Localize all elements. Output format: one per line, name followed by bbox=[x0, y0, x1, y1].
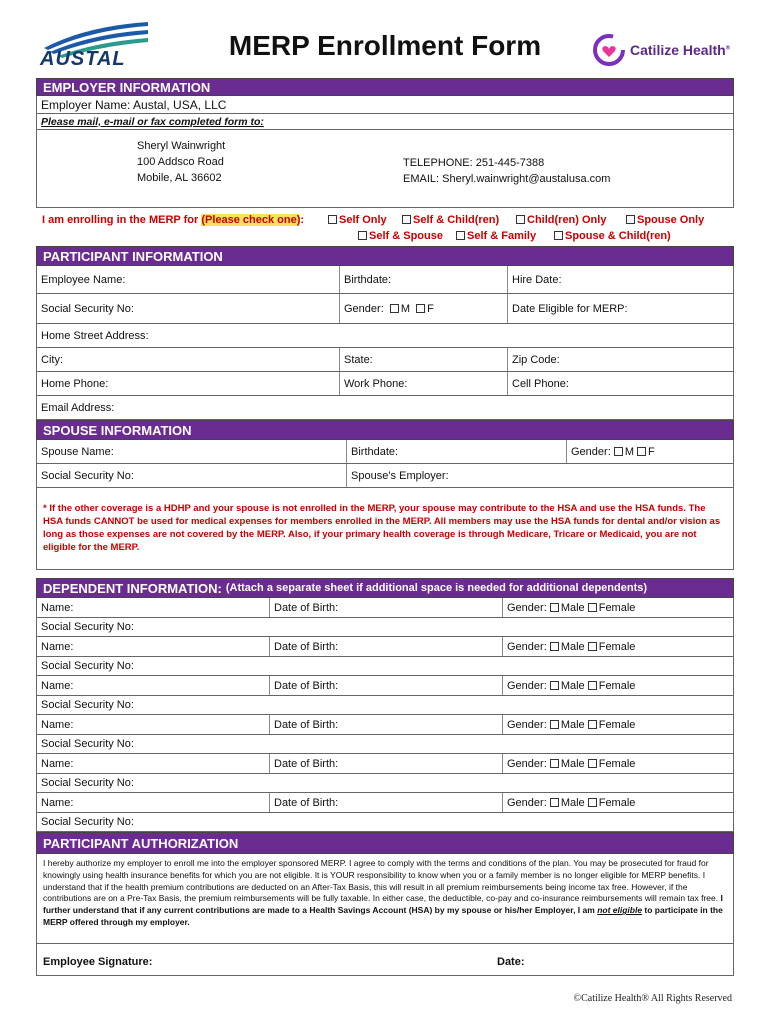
spouse-gender-field: Gender: M F bbox=[571, 445, 655, 458]
option-self-spouse[interactable]: Self & Spouse bbox=[358, 230, 443, 242]
option-children-only[interactable]: Child(ren) Only bbox=[516, 214, 606, 226]
checkbox[interactable] bbox=[456, 231, 465, 240]
dependent-dob-field[interactable]: Date of Birth: bbox=[270, 676, 503, 695]
dependent-name-field[interactable]: Name: bbox=[37, 637, 270, 656]
spouse-row bbox=[36, 464, 734, 488]
state-field[interactable]: State: bbox=[340, 348, 508, 371]
dependent-male-checkbox[interactable] bbox=[550, 720, 559, 729]
checkbox[interactable] bbox=[626, 215, 635, 224]
dependent-name-field[interactable]: Name: bbox=[37, 793, 270, 812]
dependent-male-checkbox[interactable] bbox=[550, 681, 559, 690]
authorization-text: I hereby authorize my employer to enroll me into the employer sponsored MERP. I agree to comply with the terms and conditions of the plan. You may be prosecuted for fraud for knowingly using health insurance benefits for which you are not eligible. It is YOUR responsibility to know when you or a family member is no longer eligible for MERP benefits. I understand that if the health premium contributions are deducted on an After-Tax Basis, this will result in all premium reimbursements being income tax free. However, if the contributions are on a Pre-Tax Basis, the premium reimbursements will be fully taxable. In either case, the deductible, co-pay and co-insurance reimbursements will remain tax free. I further understand that if any current contributions are made to a Health Savings Account (HSA) by my spouse or his/her Employer, I am not eligible to participate in the MERP offered through my employer. bbox=[36, 854, 734, 944]
dependent-female-checkbox[interactable] bbox=[588, 759, 597, 768]
checkbox[interactable] bbox=[328, 215, 337, 224]
cell-phone-field[interactable]: Cell Phone: bbox=[512, 377, 569, 390]
participant-row bbox=[36, 396, 734, 420]
enrollment-label: I am enrolling in the MERP for (Please check one): bbox=[42, 214, 305, 226]
dependent-gender-field: Gender: Male Female bbox=[507, 601, 636, 614]
dependent-female-checkbox[interactable] bbox=[588, 798, 597, 807]
home-phone-field[interactable]: Home Phone: bbox=[37, 372, 340, 395]
dependent-entry bbox=[36, 676, 734, 715]
date-eligible-field[interactable]: Date Eligible for MERP: bbox=[512, 302, 628, 315]
austal-logo-text: AUSTAL bbox=[40, 48, 126, 70]
employer-address bbox=[137, 138, 225, 186]
form-header bbox=[36, 0, 734, 78]
employee-name-field[interactable]: Employee Name: bbox=[37, 266, 340, 293]
hire-date-field[interactable]: Hire Date: bbox=[512, 273, 562, 286]
dependent-ssn-field[interactable]: Social Security No: bbox=[41, 777, 134, 789]
option-self-family[interactable]: Self & Family bbox=[456, 230, 536, 242]
dependent-gender-field: Gender: Male Female bbox=[507, 796, 636, 809]
dependent-female-checkbox[interactable] bbox=[588, 603, 597, 612]
dependent-ssn-field[interactable]: Social Security No: bbox=[41, 699, 134, 711]
participant-row bbox=[36, 294, 734, 324]
dependent-dob-field[interactable]: Date of Birth: bbox=[270, 598, 503, 617]
dependent-male-checkbox[interactable] bbox=[550, 603, 559, 612]
authorization-section-header: PARTICIPANT AUTHORIZATION bbox=[36, 832, 734, 854]
catilize-logo-text: Catilize Health® bbox=[630, 42, 731, 58]
employee-signature-field[interactable]: Employee Signature: bbox=[43, 956, 153, 968]
hsa-note: * If the other coverage is a HDHP and your spouse is not enrolled in the MERP, your spouse may contribute to the HSA and use the HSA funds. The HSA funds CANNOT be used for medical expenses for members enrolled in the MERP. All members may use the HSA funds for dental and/or vision as long as those expenses are not covered by the MERP. Also, if your primary health coverage is through Medicare, Tricare or Medicaid, you are not eligible for the MERP. bbox=[36, 488, 734, 570]
gender-m-checkbox[interactable] bbox=[390, 304, 399, 313]
dependent-gender-field: Gender: Male Female bbox=[507, 679, 636, 692]
dependent-ssn-field[interactable]: Social Security No: bbox=[41, 621, 134, 633]
checkbox[interactable] bbox=[554, 231, 563, 240]
city-field[interactable]: City: bbox=[37, 348, 340, 371]
dependent-gender-field: Gender: Male Female bbox=[507, 718, 636, 731]
dependent-male-checkbox[interactable] bbox=[550, 642, 559, 651]
spouse-name-field[interactable]: Spouse Name: bbox=[37, 440, 347, 463]
dependent-entry bbox=[36, 637, 734, 676]
spouse-employer-field[interactable]: Spouse’s Employer: bbox=[351, 469, 449, 482]
dependent-name-field[interactable]: Name: bbox=[37, 598, 270, 617]
gender-f-checkbox[interactable] bbox=[416, 304, 425, 313]
address-line: 100 Addsco Road bbox=[137, 156, 224, 168]
dependent-female-checkbox[interactable] bbox=[588, 720, 597, 729]
dependent-dob-field[interactable]: Date of Birth: bbox=[270, 637, 503, 656]
option-self-children[interactable]: Self & Child(ren) bbox=[402, 214, 499, 226]
employer-section-header: EMPLOYER INFORMATION bbox=[36, 78, 734, 96]
mail-instruction-row bbox=[36, 114, 734, 130]
option-spouse-only[interactable]: Spouse Only bbox=[626, 214, 704, 226]
dependent-female-checkbox[interactable] bbox=[588, 681, 597, 690]
spouse-section-header: SPOUSE INFORMATION bbox=[36, 420, 734, 440]
dependent-name-field[interactable]: Name: bbox=[37, 715, 270, 734]
employer-name-row bbox=[36, 96, 734, 114]
birthdate-field[interactable]: Birthdate: bbox=[340, 266, 508, 293]
option-spouse-children[interactable]: Spouse & Child(ren) bbox=[554, 230, 671, 242]
participant-row bbox=[36, 324, 734, 348]
dependent-ssn-field[interactable]: Social Security No: bbox=[41, 660, 134, 672]
employer-contact-block bbox=[36, 130, 734, 208]
dependent-gender-field: Gender: Male Female bbox=[507, 640, 636, 653]
spouse-gender-f-checkbox[interactable] bbox=[637, 447, 646, 456]
dependent-ssn-field[interactable]: Social Security No: bbox=[41, 738, 134, 750]
checkbox[interactable] bbox=[402, 215, 411, 224]
participant-row bbox=[36, 372, 734, 396]
dependent-male-checkbox[interactable] bbox=[550, 759, 559, 768]
dependent-name-field[interactable]: Name: bbox=[37, 676, 270, 695]
participant-row bbox=[36, 348, 734, 372]
gender-field: Gender: M F bbox=[340, 294, 508, 323]
participant-row bbox=[36, 266, 734, 294]
spouse-gender-m-checkbox[interactable] bbox=[614, 447, 623, 456]
dependent-entry bbox=[36, 754, 734, 793]
mail-instruction: Please mail, e-mail or fax completed form to: bbox=[41, 115, 264, 128]
enrollment-options bbox=[36, 208, 734, 244]
spouse-row bbox=[36, 440, 734, 464]
email-field[interactable]: Email Address: bbox=[41, 401, 115, 414]
employer-email: EMAIL: Sheryl.wainwright@austalusa.com bbox=[403, 173, 611, 185]
page-title: MERP Enrollment Form bbox=[228, 30, 542, 61]
dependent-dob-field[interactable]: Date of Birth: bbox=[270, 793, 503, 812]
dependent-section-header: DEPENDENT INFORMATION: (Attach a separate sheet if additional space is needed for additional dependents) bbox=[36, 578, 734, 598]
dependent-dob-field[interactable]: Date of Birth: bbox=[270, 754, 503, 773]
zip-field[interactable]: Zip Code: bbox=[512, 353, 560, 366]
home-street-field[interactable]: Home Street Address: bbox=[41, 329, 149, 342]
checkbox[interactable] bbox=[358, 231, 367, 240]
employer-name: Employer Name: Austal, USA, LLC bbox=[41, 97, 227, 112]
dependent-ssn-field[interactable]: Social Security No: bbox=[41, 816, 134, 828]
signature-date-field[interactable]: Date: bbox=[497, 956, 525, 968]
dependent-name-field[interactable]: Name: bbox=[37, 754, 270, 773]
catilize-logo bbox=[592, 30, 734, 70]
copyright-footer: ©Catilize Health® All Rights Reserved bbox=[573, 993, 732, 1004]
enrollment-form-page bbox=[36, 0, 734, 976]
checkbox[interactable] bbox=[516, 215, 525, 224]
dependent-gender-field: Gender: Male Female bbox=[507, 757, 636, 770]
address-line: Mobile, AL 36602 bbox=[137, 172, 222, 184]
dependent-male-checkbox[interactable] bbox=[550, 798, 559, 807]
dependent-female-checkbox[interactable] bbox=[588, 642, 597, 651]
dependent-dob-field[interactable]: Date of Birth: bbox=[270, 715, 503, 734]
dependent-entry bbox=[36, 793, 734, 832]
signature-row bbox=[36, 944, 734, 976]
employer-contact bbox=[403, 155, 610, 187]
participant-section-header: PARTICIPANT INFORMATION bbox=[36, 246, 734, 266]
ssn-field[interactable]: Social Security No: bbox=[37, 294, 340, 323]
dependent-entry bbox=[36, 715, 734, 754]
dependents-list bbox=[36, 598, 734, 832]
spouse-ssn-field[interactable]: Social Security No: bbox=[37, 464, 347, 487]
dependent-entry bbox=[36, 598, 734, 637]
address-line: Sheryl Wainwright bbox=[137, 140, 226, 152]
work-phone-field[interactable]: Work Phone: bbox=[340, 372, 508, 395]
catilize-heart-icon bbox=[592, 33, 626, 67]
employer-telephone: TELEPHONE: 251-445-7388 bbox=[403, 157, 545, 169]
option-self-only[interactable]: Self Only bbox=[328, 214, 387, 226]
spouse-birthdate-field[interactable]: Birthdate: bbox=[347, 440, 567, 463]
